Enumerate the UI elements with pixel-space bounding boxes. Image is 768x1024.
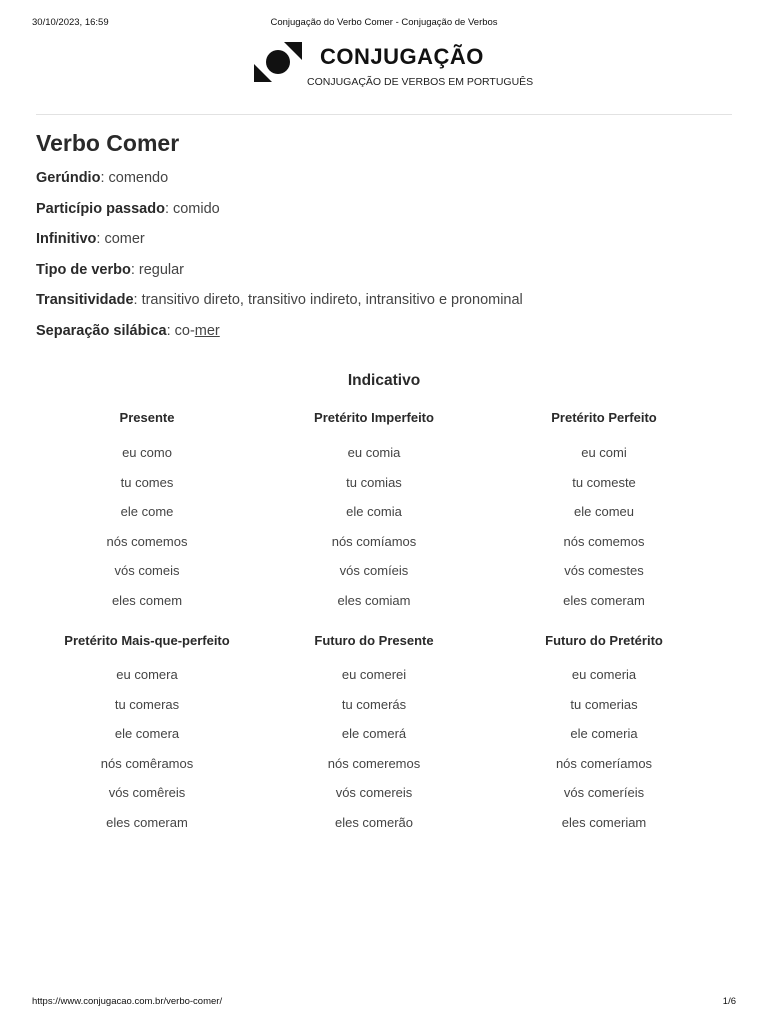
info-label: Separação silábica (36, 322, 167, 339)
conjugation-form: eles comeram (563, 592, 645, 608)
info-label: Particípio passado (36, 200, 165, 217)
conjugation-form: tu comerias (570, 696, 638, 712)
conjugation-form: vós comíeis (339, 563, 409, 579)
tense-preterito-imperfeito (263, 410, 485, 623)
conjugation-form: vós comereis (335, 785, 413, 801)
conjugation-form: ele comerá (341, 726, 407, 742)
conjugation-form: eu comeria (571, 667, 637, 682)
stressed-syllable: mer (194, 322, 220, 339)
tense-futuro-do-preterito (493, 633, 715, 845)
info-value: : co- (166, 322, 195, 339)
info-infinitive (36, 231, 736, 262)
conjugation-form: eu como (122, 445, 172, 460)
info-gerund (36, 170, 736, 201)
info-value: : comendo (100, 170, 169, 186)
tense-preterito-mais-que-perfeito (36, 633, 258, 845)
info-value: : comido (164, 200, 220, 217)
info-syllables (36, 323, 736, 354)
conjugation-form: tu comeras (114, 696, 180, 712)
conjugation-form: nós comemos (106, 533, 188, 549)
conjugation-form: eles comeriam (561, 814, 647, 830)
tense-name: Pretérito Perfeito (551, 410, 657, 425)
conjugation-form: vós comestes (564, 563, 644, 579)
info-past-participle (36, 201, 736, 232)
conjugation-form: tu comes (120, 474, 174, 490)
info-value: : regular (130, 261, 185, 278)
verb-info (36, 170, 736, 353)
info-label: Tipo de verbo (36, 261, 131, 278)
conjugation-form: eu comera (116, 667, 178, 682)
info-value: : comer (96, 231, 145, 247)
tense-name: Presente (119, 410, 175, 425)
mood-title-indicativo: Indicativo (347, 372, 421, 389)
tense-preterito-perfeito (493, 410, 715, 623)
tense-presente (36, 410, 258, 623)
conjugation-form: vós comeríeis (563, 785, 645, 801)
conjugation-form: ele comera (114, 726, 180, 742)
conjugacao-logo-icon (254, 42, 302, 82)
conjugation-form: eu comia (347, 445, 401, 460)
tense-name: Pretérito Mais-que-perfeito (64, 633, 230, 648)
conjugation-form: ele comia (346, 504, 402, 520)
info-value: : transitivo direto, transitivo indireto, intransitivo e pronominal (133, 292, 523, 308)
conjugation-form: vós comêreis (108, 785, 186, 801)
conjugation-form: ele comeu (574, 504, 634, 520)
conjugation-form: vós comeis (114, 563, 180, 579)
info-label: Gerúndio (36, 170, 101, 186)
brand-name: CONJUGAÇÃO (320, 44, 484, 69)
conjugation-form: eles comeram (106, 814, 188, 830)
conjugation-form: ele come (120, 504, 174, 520)
info-label: Transitividade (36, 292, 134, 308)
brand-tagline: CONJUGAÇÃO DE VERBOS EM PORTUGUÊS (307, 76, 534, 88)
print-datetime: 30/10/2023, 16:59 (32, 17, 109, 28)
tense-name: Pretérito Imperfeito (314, 410, 434, 425)
conjugation-form: nós comeremos (327, 755, 421, 771)
conjugation-form: eles comiam (337, 592, 411, 608)
tense-name: Futuro do Pretérito (545, 633, 663, 648)
tense-futuro-do-presente (263, 633, 485, 845)
conjugation-form: tu comias (346, 474, 402, 490)
print-footer (0, 996, 768, 1008)
info-verb-type (36, 262, 736, 293)
page-counter: 1/6 (722, 996, 736, 1007)
tense-name: Futuro do Presente (314, 633, 434, 648)
verb-title: Verbo Comer (36, 130, 180, 156)
conjugation-form: ele comeria (570, 726, 638, 742)
conjugation-form: eles comem (111, 592, 183, 608)
print-header (0, 17, 768, 29)
conjugation-form: tu comeste (572, 474, 636, 490)
conjugation-form: tu comerás (341, 696, 407, 712)
print-page-title: Conjugação do Verbo Comer - Conjugação de Verbos (270, 17, 498, 28)
page-url[interactable]: https://www.conjugacao.com.br/verbo-comer/ (32, 996, 223, 1007)
conjugation-form: nós comemos (563, 533, 645, 549)
conjugation-form: eu comi (581, 445, 627, 460)
conjugation-form: nós comeríamos (555, 755, 653, 771)
conjugation-form: nós comêramos (100, 755, 194, 771)
info-label: Infinitivo (36, 231, 97, 247)
info-transitivity (36, 292, 736, 323)
conjugation-form: nós comíamos (331, 533, 417, 549)
site-brand[interactable] (254, 42, 544, 92)
header-divider (36, 114, 732, 115)
conjugation-form: eu comerei (341, 667, 407, 682)
conjugation-form: eles comerão (334, 814, 414, 830)
